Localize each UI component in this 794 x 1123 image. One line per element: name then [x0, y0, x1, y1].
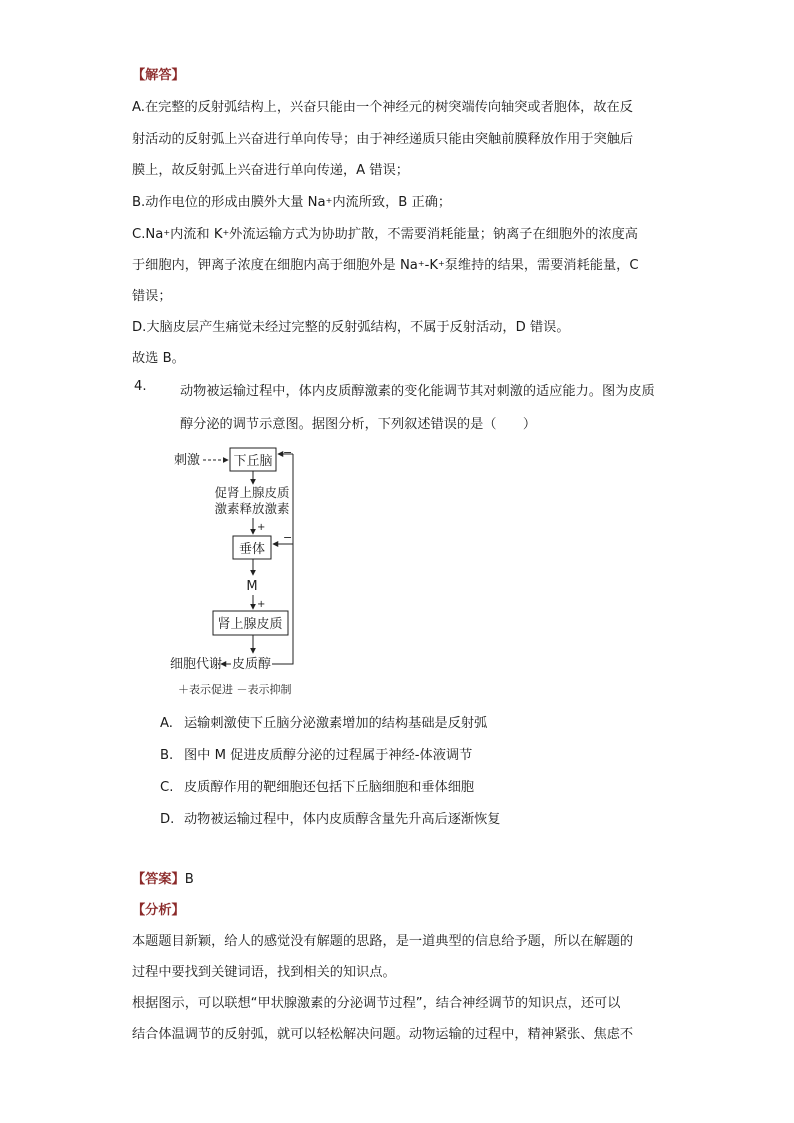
solution-c-line2: 于细胞内，钾离子浓度在细胞内高于细胞外是 Na+-K+泵维持的结果，需要消耗能量，C [132, 258, 639, 273]
solution-conclusion: 故选 B。 [132, 351, 185, 366]
analysis-line1: 本题题目新颖，给人的感觉没有解题的思路，是一道典型的信息给予题，所以在解题的 [132, 934, 634, 949]
answer-header: 【答案】 [132, 872, 185, 887]
analysis-line2: 过程中要找到关键词语，找到相关的知识点。 [132, 965, 396, 980]
option-b[interactable]: B. 图中 M 促进皮质醇分泌的过程属于神经-体液调节 [160, 748, 473, 763]
minus-sign-hypothalamus: − [283, 446, 293, 459]
question-number: 4. [134, 379, 147, 394]
analysis-line4: 结合体温调节的反射弧，就可以轻松解决问题。动物运输的过程中，精神紧张、焦虑不 [132, 1027, 634, 1042]
plus-sign-crh: + [257, 522, 266, 533]
solution-a-line3: 膜上，故反射弧上兴奋进行单向传递，A 错误； [132, 163, 409, 178]
solution-c-line3: 错误； [132, 289, 172, 304]
adrenal-cortex-label: 肾上腺皮质 [217, 617, 283, 632]
plus-sign-m: + [257, 599, 266, 610]
solution-b: B.动作电位的形成由膜外大量 Na+内流所致，B 正确； [132, 195, 452, 210]
metabolism-label: 细胞代谢 [170, 657, 223, 672]
crh-label-line1: 促肾上腺皮质 [214, 485, 290, 500]
solution-d: D.大脑皮层产生痛觉未经过完整的反射弧结构，不属于反射活动，D 错误。 [132, 320, 570, 335]
answer-value: B [184, 872, 194, 887]
solution-a-line1: A.在完整的反射弧结构上，兴奋只能由一个神经元的树突端传向轴突或者胞体，故在反 [132, 100, 633, 115]
diagram-legend: ＋表示促进 －表示抑制 [178, 683, 292, 696]
solution-header: 【解答】 [132, 68, 185, 83]
m-label: M [246, 579, 258, 594]
question-text: 动物被运输过程中，体内皮质醇激素的变化能调节其对刺激的适应能力。图为皮质醇分泌的调节示意图。据图分析，下列叙述错误的是（ ） [180, 384, 655, 432]
minus-sign-pituitary: − [283, 531, 293, 544]
stimulus-label: 刺激 [174, 453, 201, 468]
regulation-diagram [170, 440, 320, 700]
solution-c-line1: C.Na+内流和 K+外流运输方式为协助扩散，不需要消耗能量；钠离子在细胞外的浓度高 [132, 227, 638, 242]
solution-a-line2: 射活动的反射弧上兴奋进行单向传导；由于神经递质只能由突触前膜释放作用于突触后 [132, 132, 634, 147]
hypothalamus-label: 下丘脑 [233, 454, 273, 469]
cortisol-label: 皮质醇 [232, 657, 272, 672]
option-c[interactable]: C. 皮质醇作用的靶细胞还包括下丘脑细胞和垂体细胞 [160, 780, 475, 795]
crh-label-line2: 激素释放激素 [214, 501, 290, 516]
analysis-line3: 根据图示，可以联想“甲状腺激素的分泌调节过程”，结合神经调节的知识点，还可以 [132, 996, 621, 1011]
option-a[interactable]: A. 运输刺激使下丘脑分泌激素增加的结构基础是反射弧 [160, 716, 488, 731]
analysis-header: 【分析】 [132, 903, 185, 918]
pituitary-label: 垂体 [238, 542, 266, 557]
answer [132, 870, 194, 890]
option-d[interactable]: D. 动物被运输过程中，体内皮质醇含量先升高后逐渐恢复 [160, 812, 501, 827]
